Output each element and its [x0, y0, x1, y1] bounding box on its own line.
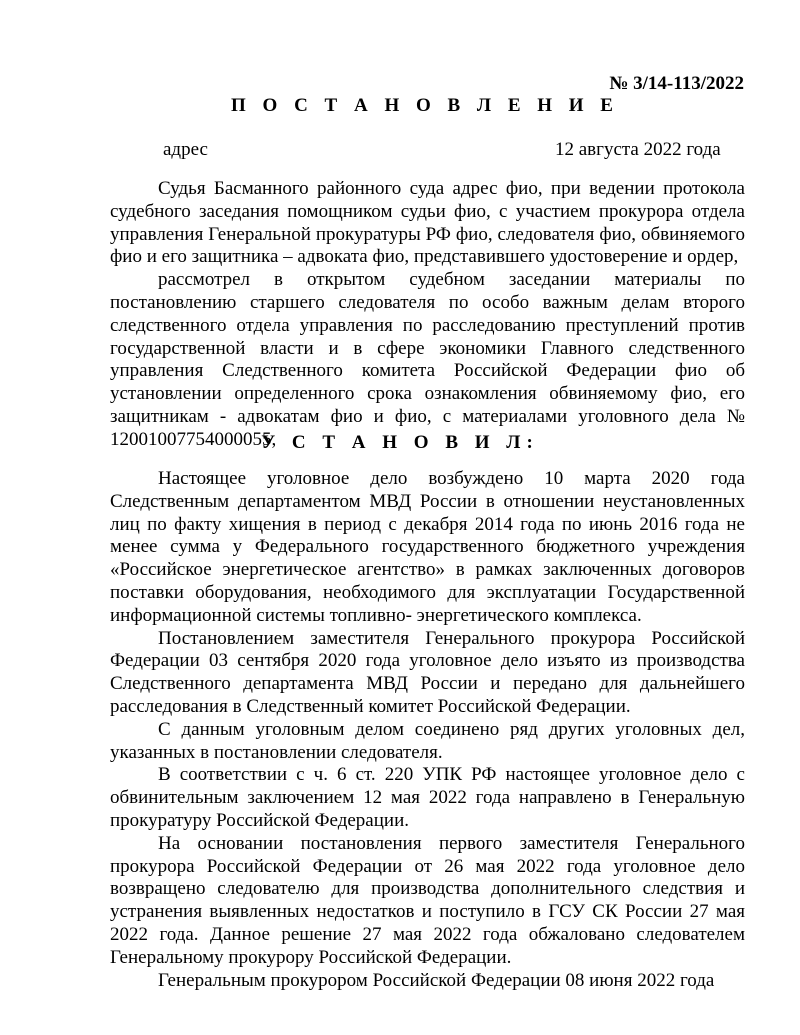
document-title: П О С Т А Н О В Л Е Н И Е [231, 95, 619, 116]
intro-paragraph: рассмотрел в открытом судебном заседании материалы по постановлению старшего следователя по особо важным делам второго следственного отдела управления по расследованию преступлений против государственной власти и в сфере экономики Главного следственного управления Следственного комитета Российской Федерации фио об установлении определенного срока ознакомления обвиняемому фио, его защитникам - адвокатам фио и фио, с материалами уголовного дела № 12001007754000055, [110, 269, 745, 450]
document-date: 12 августа 2022 года [555, 139, 721, 160]
body-paragraph: На основании постановления первого заместителя Генерального прокурора Российской Федерации от 26 мая 2022 года уголовное дело возвращено следователю для производства дополнительного следствия и устранения выявленных недостатков и поступило в ГСУ СК России 27 мая 2022 года. Данное решение 27 мая 2022 года обжаловано следователем Генеральному прокурору Российской Федерации. [110, 832, 745, 968]
findings-block [110, 468, 745, 992]
place: адрес [163, 139, 208, 160]
body-paragraph: Генеральным прокурором Российской Федерации 08 июня 2022 года [158, 969, 715, 991]
case-number: № 3/14-113/2022 [609, 73, 744, 94]
intro-paragraph: Судья Басманного районного суда адрес фио, при ведении протокола судебного заседания помощником судьи фио, с участием прокурора отдела управления Генеральной прокуратуры РФ фио, следователя фио, обвиняемого фио и его защитника – адвоката фио, представившего удостоверение и ордер, [110, 178, 745, 268]
section-heading: У С Т А Н О В И Л: [261, 432, 539, 453]
body-paragraph: В соответствии с ч. 6 ст. 220 УПК РФ настоящее уголовное дело с обвинительным заключением 12 мая 2022 года направлено в Генеральную прокуратуру Российской Федерации. [110, 764, 745, 831]
body-paragraph: Постановлением заместителя Генерального прокурора Российской Федерации 03 сентября 2020 года уголовное дело изъято из производства Следственного департамента МВД России и передано для дальнейшего расследования в Следственный комитет Российской Федерации. [110, 627, 745, 717]
body-paragraph: Настоящее уголовное дело возбуждено 10 марта 2020 года Следственным департаментом МВД России в отношении неустановленных лиц по факту хищения в период с декабря 2014 года по июнь 2016 года не менее сумма у Федерального государственного бюджетного учреждения «Российское энергетическое агентство» в рамках заключенных договоров поставки оборудования, необходимого для эксплуатации Государственной информационной системы топливно- энергетического комплекса. [110, 468, 745, 626]
body-paragraph: С данным уголовным делом соединено ряд других уголовных дел, указанных в постановлении следователя. [110, 718, 745, 763]
intro-block [110, 178, 745, 452]
